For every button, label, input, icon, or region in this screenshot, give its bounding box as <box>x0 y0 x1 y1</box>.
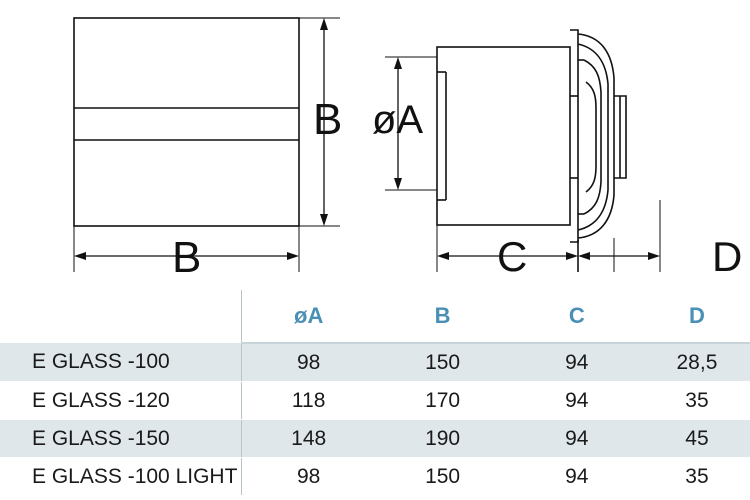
cell-diameter-a: 118 <box>241 382 375 420</box>
specification-table-wrapper <box>0 290 750 500</box>
label-d: D <box>712 233 743 280</box>
label-c: C <box>497 233 528 280</box>
cell-c: 94 <box>510 420 644 458</box>
label-diameter-a: øA <box>372 98 424 142</box>
table-header-row <box>0 290 750 343</box>
cell-d: 45 <box>644 420 750 458</box>
cell-b: 170 <box>376 382 510 420</box>
cell-model: E GLASS -100 <box>0 343 241 382</box>
column-header-diameter-a: øA <box>241 290 375 343</box>
cell-d: 35 <box>644 382 750 420</box>
label-b-horizontal: B <box>172 233 202 282</box>
table-row <box>0 458 750 496</box>
cell-c: 94 <box>510 382 644 420</box>
cell-b: 150 <box>376 458 510 496</box>
cell-model: E GLASS -100 LIGHT <box>0 458 241 496</box>
side-view-body <box>437 47 570 225</box>
cell-c: 94 <box>510 458 644 496</box>
column-header-b: B <box>376 290 510 343</box>
cell-c: 94 <box>510 343 644 382</box>
front-view-outline <box>74 18 299 226</box>
column-header-model <box>0 290 241 343</box>
column-header-d: D <box>644 290 750 343</box>
cell-model: E GLASS -120 <box>0 382 241 420</box>
front-view-extension-lines <box>74 18 343 272</box>
cell-diameter-a: 148 <box>241 420 375 458</box>
column-header-c: C <box>510 290 644 343</box>
side-view-duct <box>570 30 614 242</box>
cell-d: 35 <box>644 458 750 496</box>
side-view-flange <box>614 96 626 178</box>
table-row <box>0 382 750 420</box>
cell-diameter-a: 98 <box>241 343 375 382</box>
table-body <box>0 343 750 496</box>
cell-diameter-a: 98 <box>241 458 375 496</box>
label-b-vertical: B <box>313 95 343 144</box>
table-header <box>0 290 750 343</box>
cell-b: 150 <box>376 343 510 382</box>
cell-b: 190 <box>376 420 510 458</box>
dimension-line-d <box>578 240 660 272</box>
cell-model: E GLASS -150 <box>0 420 241 458</box>
table-row <box>0 420 750 458</box>
cell-d: 28,5 <box>644 343 750 382</box>
table-row <box>0 343 750 382</box>
specification-table <box>0 290 750 496</box>
